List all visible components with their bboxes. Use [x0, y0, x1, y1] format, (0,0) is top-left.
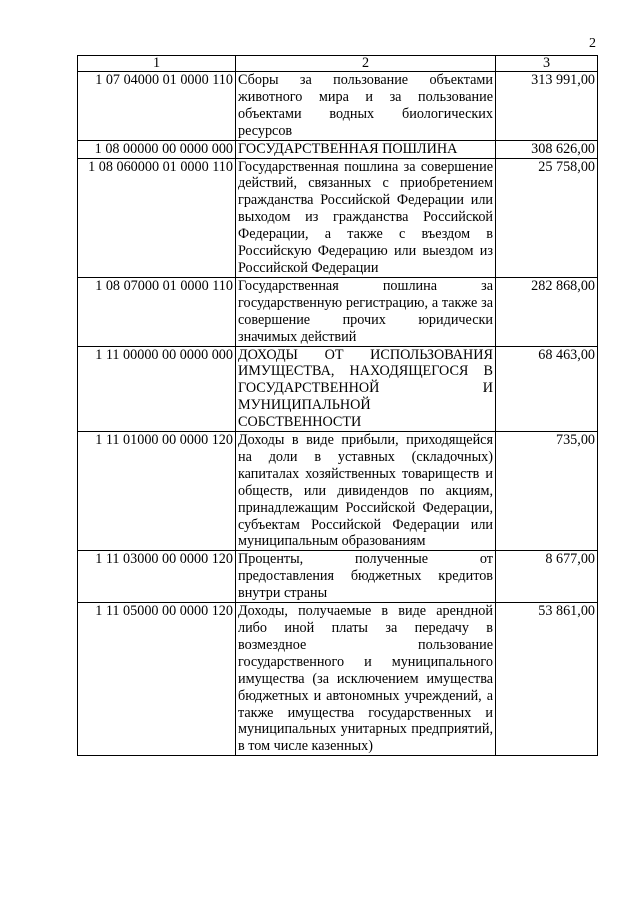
row-name: Сборы за пользование объектами животного мира и за пользование объектами водных биологических ресурсов: [236, 72, 496, 141]
table-row: [78, 432, 598, 551]
table-row: [78, 346, 598, 432]
row-name: ГОСУДАРСТВЕННАЯ ПОШЛИНА: [236, 140, 496, 158]
table-row: [78, 277, 598, 346]
row-amount: 313 991,00: [496, 72, 598, 141]
row-name: Государственная пошлина за государственную регистрацию, а также за совершение прочих юридически значимых действий: [236, 277, 496, 346]
row-name: Доходы, получаемые в виде арендной либо иной платы за передачу в возмездное пользование государственного и муниципального имущества (за исключением имущества бюджетных и автономных учреждений, а также имущества государственных и муниципальных унитарных предприятий, в том числе казенных): [236, 603, 496, 756]
table-row: [78, 551, 598, 603]
table-row: [78, 140, 598, 158]
table-header-row: [78, 56, 598, 72]
row-code: 1 11 01000 00 0000 120: [78, 432, 236, 551]
row-code: 1 11 03000 00 0000 120: [78, 551, 236, 603]
table-row: [78, 158, 598, 277]
page-number: 2: [589, 36, 596, 51]
column-header-amount: 3: [496, 56, 598, 72]
row-amount: 282 868,00: [496, 277, 598, 346]
row-amount: 308 626,00: [496, 140, 598, 158]
row-amount: 68 463,00: [496, 346, 598, 432]
row-code: 1 11 00000 00 0000 000: [78, 346, 236, 432]
column-header-code: 1: [78, 56, 236, 72]
row-code: 1 11 05000 00 0000 120: [78, 603, 236, 756]
row-amount: 53 861,00: [496, 603, 598, 756]
row-code: 1 08 07000 01 0000 110: [78, 277, 236, 346]
row-amount: 25 758,00: [496, 158, 598, 277]
row-code: 1 07 04000 01 0000 110: [78, 72, 236, 141]
row-name: Проценты, полученные от предоставления бюджетных кредитов внутри страны: [236, 551, 496, 603]
row-code: 1 08 00000 00 0000 000: [78, 140, 236, 158]
row-name: ДОХОДЫ ОТ ИСПОЛЬЗОВАНИЯ ИМУЩЕСТВА, НАХОДЯЩЕГОСЯ В ГОСУДАРСТВЕННОЙ И МУНИЦИПАЛЬНОЙ СОБСТВЕННОСТИ: [236, 346, 496, 432]
row-name: Государственная пошлина за совершение действий, связанных с приобретением гражданства Российской Федерации или выходом из гражданства Российской Федерации, а также с въездом в Российскую Федерацию или выездом из Российской Федерации: [236, 158, 496, 277]
row-amount: 735,00: [496, 432, 598, 551]
column-header-name: 2: [236, 56, 496, 72]
table-row: [78, 72, 598, 141]
revenue-table: [77, 55, 598, 756]
row-code: 1 08 060000 01 0000 110: [78, 158, 236, 277]
table-row: [78, 603, 598, 756]
row-amount: 8 677,00: [496, 551, 598, 603]
row-name: Доходы в виде прибыли, приходящейся на доли в уставных (складочных) капиталах хозяйственных товариществ и обществ, или дивидендов по акциям, принадлежащим Российской Федерации, субъектам Российской Федерации или муниципальным образованиям: [236, 432, 496, 551]
